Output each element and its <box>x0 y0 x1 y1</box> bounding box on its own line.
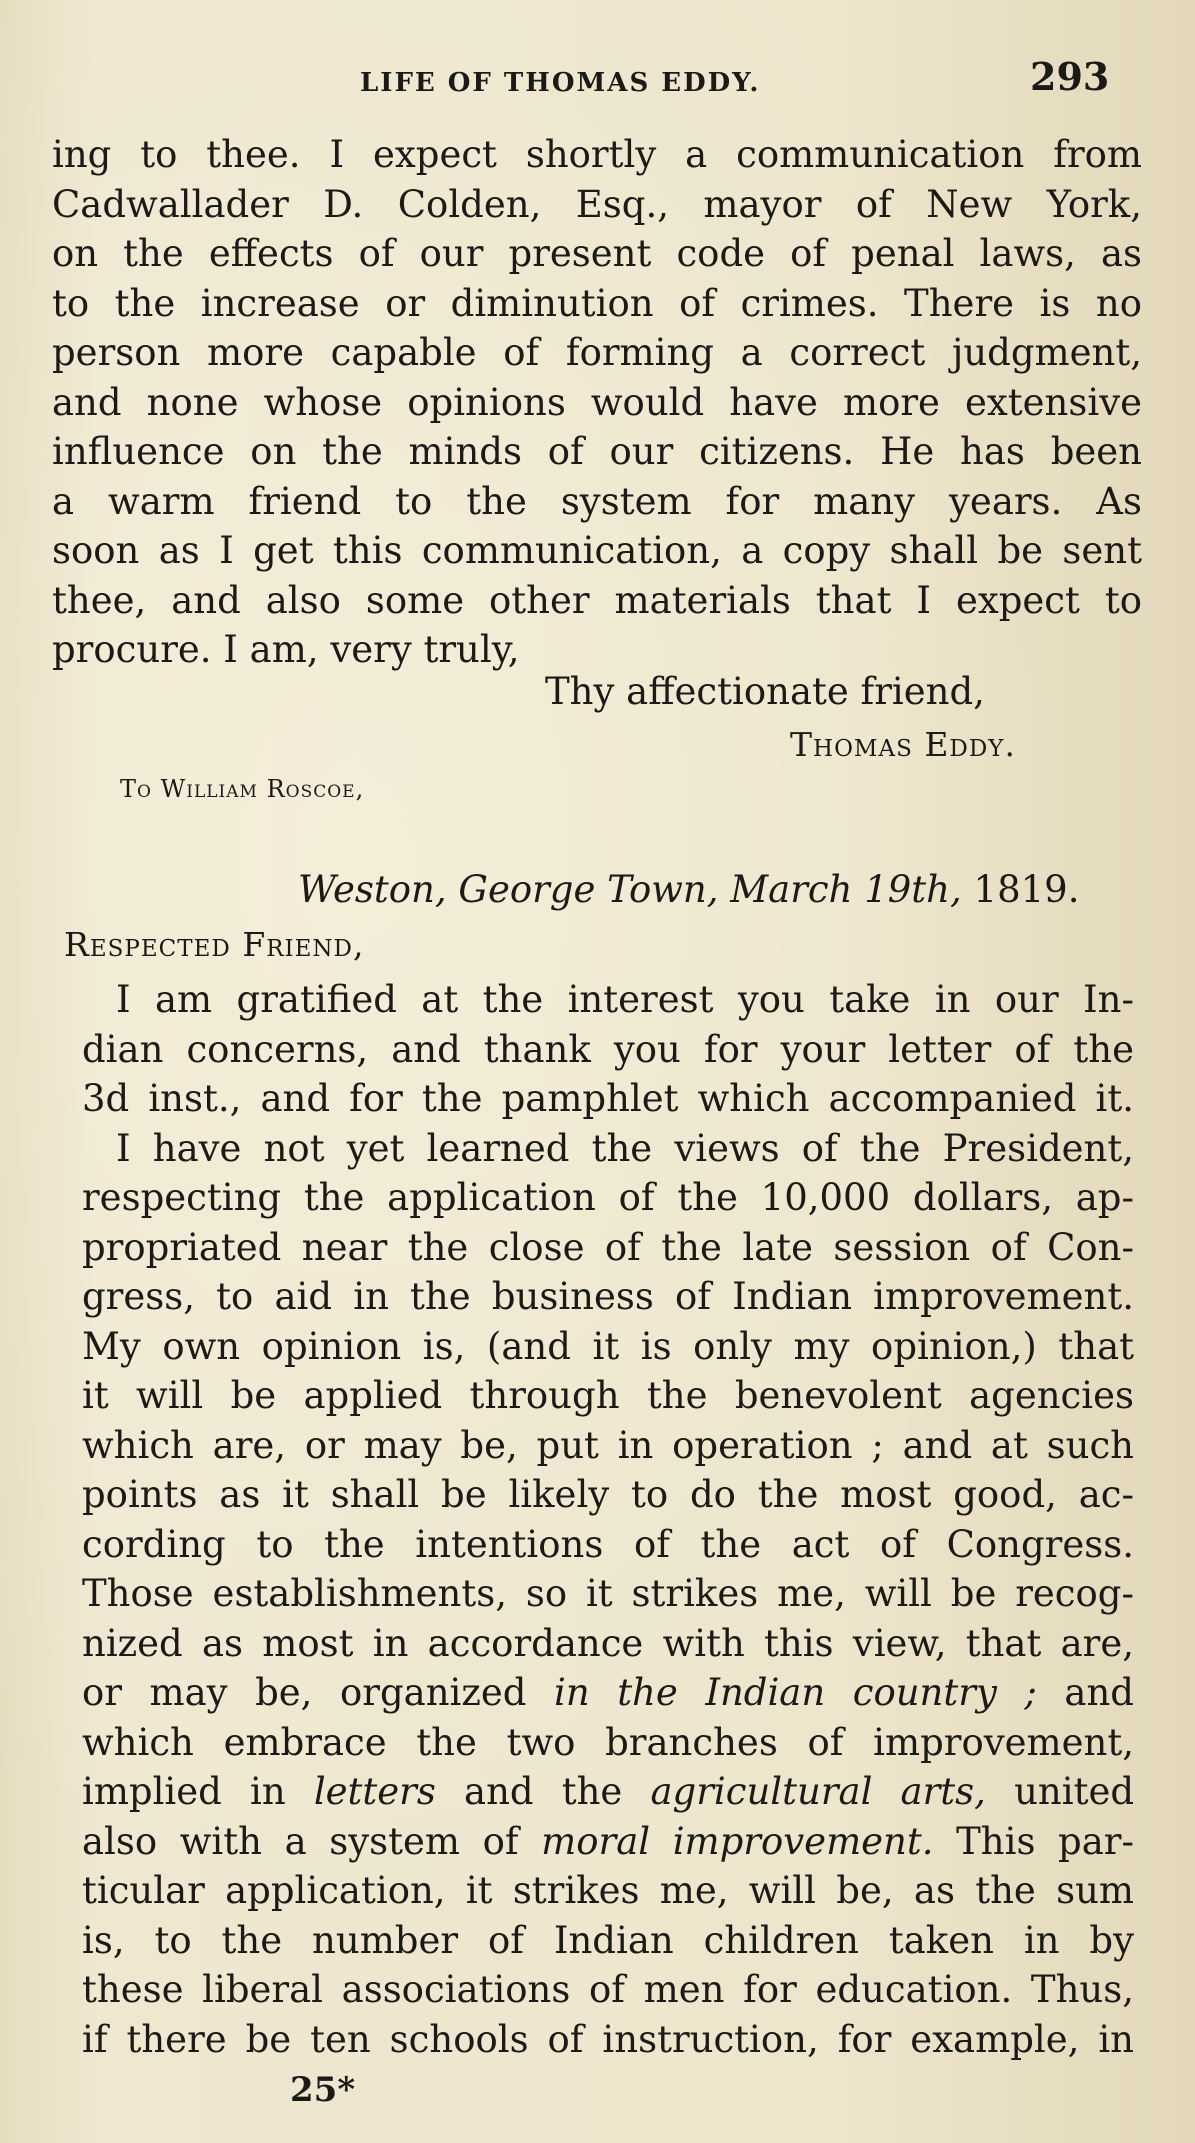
text-line-mixed <box>82 1767 1134 1817</box>
text-line: dian concerns, and thank you for your letter of the <box>82 1027 1134 1071</box>
text-line: a warm friend to the system for many years. As <box>52 479 1142 523</box>
text-line: these liberal associations of men for education. Thus, <box>82 1968 1134 2011</box>
text-line: soon as I get this communication, a copy shall be sent <box>52 529 1142 572</box>
text-line-mixed <box>82 1817 1134 1867</box>
text-line: influence on the minds of our citizens. He has been <box>52 430 1142 473</box>
text-line: I have not yet learned the views of the President, <box>116 1126 1134 1170</box>
text-run: implied in <box>82 1770 286 1813</box>
running-head: LIFE OF THOMAS EDDY. <box>360 68 761 98</box>
text-line: My own opinion is, (and it is only my opinion,) that <box>82 1324 1134 1368</box>
text-line: ing to thee. I expect shortly a communication from <box>52 133 1142 176</box>
text-line: which embrace the two branches of improvement, <box>82 1720 1134 1764</box>
text-line: if there be ten schools of instruction, for example, in <box>82 2017 1134 2061</box>
letter-salutation: Respected Friend, <box>64 925 365 964</box>
text-line: points as it shall be likely to do the most good, ac- <box>82 1473 1134 1516</box>
text-line: nized as most in accordance with this view, that are, <box>82 1621 1134 1665</box>
text-line: procure. I am, very truly, <box>52 628 520 671</box>
letter-2-body <box>82 975 1134 2064</box>
text-line: on the effects of our present code of penal laws, as <box>52 232 1142 275</box>
italic-run: letters <box>313 1770 436 1813</box>
text-line-mixed <box>82 1668 1134 1718</box>
text-line: and none whose opinions would have more extensive <box>52 380 1142 424</box>
page-header <box>0 52 1195 112</box>
dateline-day: 19th, <box>864 868 962 911</box>
letter-signature: Thomas Eddy. <box>790 725 1016 764</box>
text-run: or may be, organized <box>82 1671 527 1714</box>
text-line: it will be applied through the benevolent agencies <box>82 1374 1134 1417</box>
italic-run: agricultural arts, <box>650 1770 986 1813</box>
signature-mark: 25* <box>290 2070 356 2110</box>
text-line: ticular application, it strikes me, will be, as the sum <box>82 1869 1134 1912</box>
text-line: cording to the intentions of the act of Congress. <box>82 1522 1134 1566</box>
text-line: I am gratified at the interest you take in our In- <box>116 978 1134 1021</box>
text-line: which are, or may be, put in operation ; and at such <box>82 1423 1134 1467</box>
text-line: is, to the number of Indian children taken in by <box>82 1918 1134 1962</box>
text-line: gress, to aid in the business of Indian improvement. <box>82 1275 1134 1318</box>
page-number: 293 <box>1030 54 1110 99</box>
text-line: respecting the application of the 10,000 dollars, ap- <box>82 1176 1134 1219</box>
italic-run: moral improvement. <box>541 1819 934 1863</box>
letter-dateline <box>298 868 1079 911</box>
text-line: Cadwallader D. Colden, Esq., mayor of New York, <box>52 182 1142 226</box>
text-line: to the increase or diminution of crimes. There is no <box>52 281 1142 325</box>
text-run: also with a system of <box>82 1819 519 1863</box>
text-line: propriated near the close of the late session of Con- <box>82 1225 1134 1269</box>
text-run: and <box>1064 1671 1134 1714</box>
text-line: 3d inst., and for the pamphlet which accompanied it. <box>82 1077 1134 1120</box>
text-line: person more capable of forming a correct judgment, <box>52 331 1142 374</box>
letter-addressee: To William Roscoe, <box>120 775 365 803</box>
dateline-place: Weston, George Town, March <box>298 868 853 911</box>
text-run: and the <box>464 1770 623 1813</box>
dateline-year: 1819. <box>973 868 1080 911</box>
text-run: This par- <box>956 1819 1134 1863</box>
text-line: thee, and also some other materials that I expect to <box>52 578 1142 622</box>
text-line: Those establishments, so it strikes me, will be recog- <box>82 1572 1134 1615</box>
text-run: united <box>1014 1770 1135 1813</box>
italic-run: in the Indian country ; <box>553 1671 1037 1714</box>
letter-1-body <box>52 130 1142 675</box>
letter-signoff: Thy affectionate friend, <box>545 670 985 713</box>
